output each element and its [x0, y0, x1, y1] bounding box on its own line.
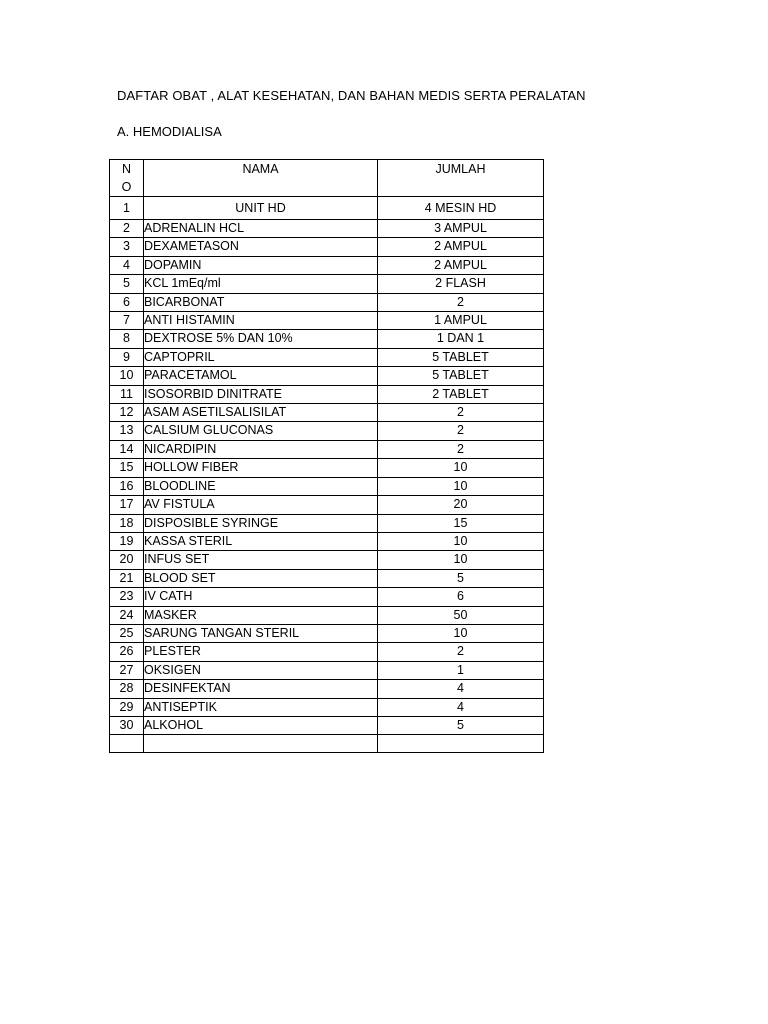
table-row: [110, 569, 544, 587]
header-no: NO: [110, 160, 144, 197]
item-quantity: 6: [378, 588, 544, 606]
table-row: [110, 716, 544, 734]
item-quantity: 2: [378, 440, 544, 458]
item-quantity: [378, 735, 544, 753]
item-name: SARUNG TANGAN STERIL: [144, 624, 378, 642]
item-name: DOPAMIN: [144, 256, 378, 274]
row-number: 13: [110, 422, 144, 440]
row-number: 20: [110, 551, 144, 569]
row-number: 6: [110, 293, 144, 311]
item-name: ASAM ASETILSALISILAT: [144, 404, 378, 422]
item-name: CALSIUM GLUCONAS: [144, 422, 378, 440]
table-row: [110, 312, 544, 330]
table-row: [110, 330, 544, 348]
table-row: [110, 385, 544, 403]
table-row: [110, 496, 544, 514]
item-quantity: 2 FLASH: [378, 275, 544, 293]
item-name: BLOOD SET: [144, 569, 378, 587]
table-row: [110, 422, 544, 440]
item-name: [144, 735, 378, 753]
table-row: [110, 256, 544, 274]
row-number: 23: [110, 588, 144, 606]
table-row: [110, 532, 544, 550]
inventory-table-body: [110, 160, 544, 753]
table-row: [110, 643, 544, 661]
table-row: [110, 698, 544, 716]
item-name: HOLLOW FIBER: [144, 459, 378, 477]
item-name: DESINFEKTAN: [144, 680, 378, 698]
item-quantity: 2: [378, 422, 544, 440]
table-row: [110, 367, 544, 385]
item-quantity: 10: [378, 477, 544, 495]
table-row: [110, 293, 544, 311]
table-row: [110, 477, 544, 495]
item-name: BLOODLINE: [144, 477, 378, 495]
table-header-row: [110, 160, 544, 197]
row-number: 12: [110, 404, 144, 422]
item-name: UNIT HD: [144, 197, 378, 220]
table-row: [110, 197, 544, 220]
table-row: [110, 680, 544, 698]
item-name: IV CATH: [144, 588, 378, 606]
item-name: ADRENALIN HCL: [144, 220, 378, 238]
table-row: [110, 661, 544, 679]
row-number: 19: [110, 532, 144, 550]
section-title: A. HEMODIALISA: [117, 124, 222, 139]
item-name: ANTISEPTIK: [144, 698, 378, 716]
item-quantity: 5: [378, 569, 544, 587]
item-name: BICARBONAT: [144, 293, 378, 311]
row-number: 8: [110, 330, 144, 348]
row-number: 4: [110, 256, 144, 274]
item-quantity: 4 MESIN HD: [378, 197, 544, 220]
item-quantity: 2: [378, 293, 544, 311]
item-name: NICARDIPIN: [144, 440, 378, 458]
row-number: 25: [110, 624, 144, 642]
item-name: KCL 1mEq/ml: [144, 275, 378, 293]
item-name: MASKER: [144, 606, 378, 624]
item-quantity: 2 AMPUL: [378, 256, 544, 274]
item-quantity: 10: [378, 551, 544, 569]
row-number: 14: [110, 440, 144, 458]
row-number: 28: [110, 680, 144, 698]
row-number: 10: [110, 367, 144, 385]
item-name: CAPTOPRIL: [144, 348, 378, 366]
table-row: [110, 238, 544, 256]
document-title: DAFTAR OBAT , ALAT KESEHATAN, DAN BAHAN MEDIS SERTA PERALATAN: [117, 88, 586, 103]
item-name: PARACETAMOL: [144, 367, 378, 385]
row-number: 29: [110, 698, 144, 716]
item-quantity: 5 TABLET: [378, 367, 544, 385]
table-row: [110, 514, 544, 532]
item-quantity: 5 TABLET: [378, 348, 544, 366]
row-number: [110, 735, 144, 753]
row-number: 2: [110, 220, 144, 238]
item-name: ALKOHOL: [144, 716, 378, 734]
table-row: [110, 588, 544, 606]
inventory-table: [109, 159, 544, 753]
item-quantity: 10: [378, 459, 544, 477]
table-row: [110, 459, 544, 477]
row-number: 18: [110, 514, 144, 532]
row-number: 26: [110, 643, 144, 661]
row-number: 5: [110, 275, 144, 293]
table-row: [110, 606, 544, 624]
item-quantity: 2 TABLET: [378, 385, 544, 403]
item-name: OKSIGEN: [144, 661, 378, 679]
item-quantity: 15: [378, 514, 544, 532]
item-quantity: 2 AMPUL: [378, 238, 544, 256]
item-quantity: 3 AMPUL: [378, 220, 544, 238]
item-quantity: 50: [378, 606, 544, 624]
header-jumlah: JUMLAH: [378, 160, 544, 197]
item-quantity: 20: [378, 496, 544, 514]
item-quantity: 1 DAN 1: [378, 330, 544, 348]
item-quantity: 10: [378, 624, 544, 642]
item-name: ANTI HISTAMIN: [144, 312, 378, 330]
table-row: [110, 735, 544, 753]
row-number: 21: [110, 569, 144, 587]
item-quantity: 1 AMPUL: [378, 312, 544, 330]
header-nama: NAMA: [144, 160, 378, 197]
item-name: KASSA STERIL: [144, 532, 378, 550]
row-number: 16: [110, 477, 144, 495]
table-row: [110, 440, 544, 458]
table-row: [110, 275, 544, 293]
item-name: PLESTER: [144, 643, 378, 661]
item-name: INFUS SET: [144, 551, 378, 569]
item-quantity: 5: [378, 716, 544, 734]
item-quantity: 2: [378, 404, 544, 422]
item-name: ISOSORBID DINITRATE: [144, 385, 378, 403]
row-number: 7: [110, 312, 144, 330]
item-quantity: 2: [378, 643, 544, 661]
table-row: [110, 624, 544, 642]
row-number: 1: [110, 197, 144, 220]
table-row: [110, 551, 544, 569]
row-number: 24: [110, 606, 144, 624]
item-quantity: 4: [378, 680, 544, 698]
row-number: 15: [110, 459, 144, 477]
row-number: 17: [110, 496, 144, 514]
row-number: 11: [110, 385, 144, 403]
table-row: [110, 220, 544, 238]
item-name: DEXAMETASON: [144, 238, 378, 256]
item-name: AV FISTULA: [144, 496, 378, 514]
row-number: 9: [110, 348, 144, 366]
item-name: DEXTROSE 5% DAN 10%: [144, 330, 378, 348]
table-row: [110, 348, 544, 366]
item-quantity: 10: [378, 532, 544, 550]
row-number: 30: [110, 716, 144, 734]
item-quantity: 4: [378, 698, 544, 716]
item-quantity: 1: [378, 661, 544, 679]
row-number: 27: [110, 661, 144, 679]
table-row: [110, 404, 544, 422]
row-number: 3: [110, 238, 144, 256]
item-name: DISPOSIBLE SYRINGE: [144, 514, 378, 532]
